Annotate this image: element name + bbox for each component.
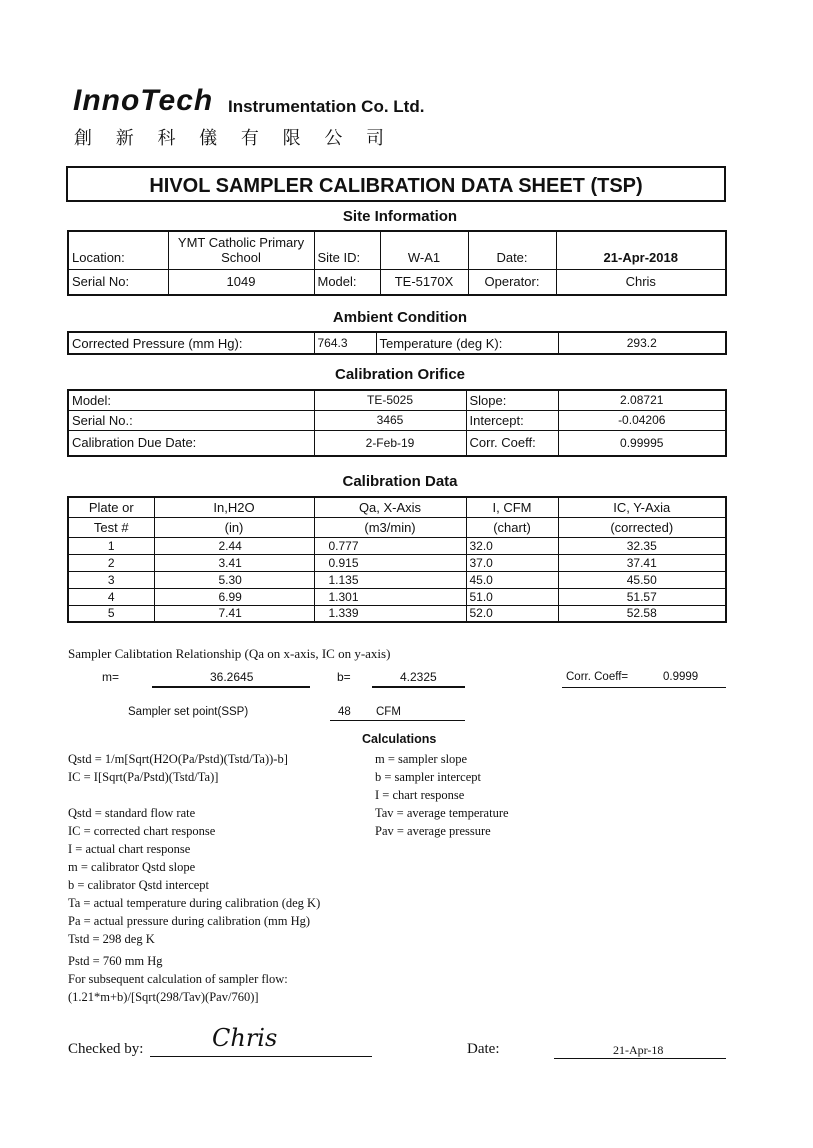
calc-line: m = calibrator Qstd slope <box>68 860 196 874</box>
calc-line: (1.21*m+b)/[Sqrt(298/Tav)(Pav/760)] <box>68 990 259 1004</box>
calc-line: For subsequent calculation of sampler flow: <box>68 972 288 986</box>
row-cell: 45.50 <box>558 571 726 588</box>
sampler-coeff-value: 0.9999 <box>663 671 699 683</box>
col-header-plate: Plate or <box>68 497 154 517</box>
col-subheader-chart: (chart) <box>466 517 558 537</box>
location-label: Location: <box>68 231 168 269</box>
temperature-value: 293.2 <box>558 332 726 354</box>
orifice-table <box>67 389 727 457</box>
calc-line: IC = I[Sqrt(Pa/Pstd)(Tstd/Ta)] <box>68 770 219 784</box>
signature: Chris <box>212 1024 278 1052</box>
ssp-unit: CFM <box>376 706 401 718</box>
orifice-coeff-label: Corr. Coeff: <box>466 430 558 456</box>
site-info-heading: Site Information <box>342 208 458 225</box>
row-cell: 4 <box>68 588 154 605</box>
row-cell: 1.301 <box>314 588 466 605</box>
calc-line: Tstd = 298 deg K <box>68 932 155 946</box>
calc-line: b = calibrator Qstd intercept <box>68 878 210 892</box>
company-name: Instrumentation Co. Ltd. <box>228 97 425 116</box>
due-date-label: Calibration Due Date: <box>68 430 314 456</box>
calc-line: m = sampler slope <box>375 752 468 766</box>
footer-date-underline <box>554 1058 726 1059</box>
coeff-underline <box>562 687 726 688</box>
col-header-inh2o: In,H2O <box>154 497 314 517</box>
row-cell: 7.41 <box>154 605 314 622</box>
b-value: 4.2325 <box>400 670 437 684</box>
row-cell: 52.0 <box>466 605 558 622</box>
company-logo: InnoTech <box>73 84 214 117</box>
row-cell: 5.30 <box>154 571 314 588</box>
location-value <box>168 231 314 269</box>
calc-line: b = sampler intercept <box>375 770 481 784</box>
ambient-heading: Ambient Condition <box>332 309 468 326</box>
footer-date-value: 21-Apr-18 <box>613 1043 664 1057</box>
calc-line: Pa = actual pressure during calibration (mm Hg) <box>68 914 311 928</box>
col-header-ic: IC, Y-Axia <box>558 497 726 517</box>
row-cell: 37.0 <box>466 554 558 571</box>
orifice-coeff-value: 0.99995 <box>558 430 726 456</box>
calculation-notes-left <box>68 750 368 1006</box>
serial-label: Serial No: <box>68 269 168 295</box>
calc-line: Qstd = 1/m[Sqrt(H2O(Pa/Pstd)(Tstd/Ta))-b] <box>68 752 288 766</box>
m-value: 36.2645 <box>210 670 254 684</box>
ambient-table <box>67 331 727 355</box>
row-cell: 1.135 <box>314 571 466 588</box>
location-value-line2: School <box>221 250 261 266</box>
model-value: TE-5170X <box>380 269 468 295</box>
orifice-serial-value: 3465 <box>314 410 466 430</box>
calculations-heading: Calculations <box>362 732 437 746</box>
row-cell: 51.57 <box>558 588 726 605</box>
row-cell: 2 <box>68 554 154 571</box>
orifice-model-value: TE-5025 <box>314 390 466 410</box>
calc-line: Pav = average pressure <box>375 824 491 838</box>
model-label: Model: <box>314 269 380 295</box>
date-label: Date: <box>468 231 556 269</box>
intercept-label: Intercept: <box>466 410 558 430</box>
row-cell: 32.35 <box>558 537 726 554</box>
operator-value: Chris <box>556 269 726 295</box>
site-info-table <box>67 230 727 296</box>
serial-value: 1049 <box>168 269 314 295</box>
col-subheader-test: Test # <box>68 517 154 537</box>
table-row <box>68 588 726 605</box>
row-cell: 0.915 <box>314 554 466 571</box>
row-cell: 2.44 <box>154 537 314 554</box>
slope-value: 2.08721 <box>558 390 726 410</box>
site-id-value: W-A1 <box>380 231 468 269</box>
site-id-label: Site ID: <box>314 231 380 269</box>
table-row <box>68 537 726 554</box>
orifice-serial-label: Serial No.: <box>68 410 314 430</box>
relationship-title: Sampler Calibtation Relationship (Qa on x-axis, IC on y-axis) <box>68 646 391 661</box>
due-date-value: 2-Feb-19 <box>314 430 466 456</box>
table-row <box>68 554 726 571</box>
m-label: m= <box>102 670 120 684</box>
slope-label: Slope: <box>466 390 558 410</box>
sheet-title: HIVOL SAMPLER CALIBRATION DATA SHEET (TSP) <box>66 166 726 202</box>
row-cell: 32.0 <box>466 537 558 554</box>
ssp-label: Sampler set point(SSP) <box>128 706 249 718</box>
col-header-i: I, CFM <box>466 497 558 517</box>
calc-line: I = actual chart response <box>68 842 191 856</box>
calc-line: Qstd = standard flow rate <box>68 806 196 820</box>
row-cell: 52.58 <box>558 605 726 622</box>
row-cell: 6.99 <box>154 588 314 605</box>
row-cell: 45.0 <box>466 571 558 588</box>
ssp-value: 48 <box>338 706 351 718</box>
calc-line: Ta = actual temperature during calibration (deg K) <box>68 896 321 910</box>
col-subheader-corrected: (corrected) <box>558 517 726 537</box>
col-subheader-in: (in) <box>154 517 314 537</box>
company-chinese-name: 創 新 科 儀 有 限 公 司 <box>74 128 394 149</box>
row-cell: 3 <box>68 571 154 588</box>
table-row <box>68 571 726 588</box>
calibration-heading: Calibration Data <box>342 473 458 490</box>
operator-label: Operator: <box>468 269 556 295</box>
row-cell: 1 <box>68 537 154 554</box>
row-cell: 0.777 <box>314 537 466 554</box>
orifice-model-label: Model: <box>68 390 314 410</box>
calc-spacer <box>68 786 368 804</box>
calc-line: Pstd = 760 mm Hg <box>68 954 163 968</box>
col-subheader-m3min: (m3/min) <box>314 517 466 537</box>
row-cell: 51.0 <box>466 588 558 605</box>
row-cell: 37.41 <box>558 554 726 571</box>
sampler-coeff-label: Corr. Coeff= <box>566 671 629 683</box>
intercept-value: -0.04206 <box>558 410 726 430</box>
ssp-underline <box>330 720 465 721</box>
b-underline <box>372 686 465 688</box>
m-underline <box>152 686 310 688</box>
pressure-value: 764.3 <box>314 332 376 354</box>
calc-line: I = chart response <box>375 788 465 802</box>
b-label: b= <box>337 670 351 684</box>
row-cell: 1.339 <box>314 605 466 622</box>
calc-line: IC = corrected chart response <box>68 824 216 838</box>
checked-by-label: Checked by: <box>68 1041 144 1057</box>
pressure-label: Corrected Pressure (mm Hg): <box>68 332 314 354</box>
calculation-notes-right <box>375 750 575 840</box>
calc-line: Tav = average temperature <box>375 806 509 820</box>
temperature-label: Temperature (deg K): <box>376 332 558 354</box>
calibration-table <box>67 496 727 623</box>
orifice-heading: Calibration Orifice <box>334 366 466 383</box>
location-value-line1: YMT Catholic Primary <box>177 235 305 251</box>
col-header-qa: Qa, X-Axis <box>314 497 466 517</box>
checked-by-underline <box>150 1056 372 1057</box>
row-cell: 5 <box>68 605 154 622</box>
footer-date-label: Date: <box>467 1041 500 1057</box>
table-row <box>68 605 726 622</box>
date-value: 21-Apr-2018 <box>556 231 726 269</box>
row-cell: 3.41 <box>154 554 314 571</box>
